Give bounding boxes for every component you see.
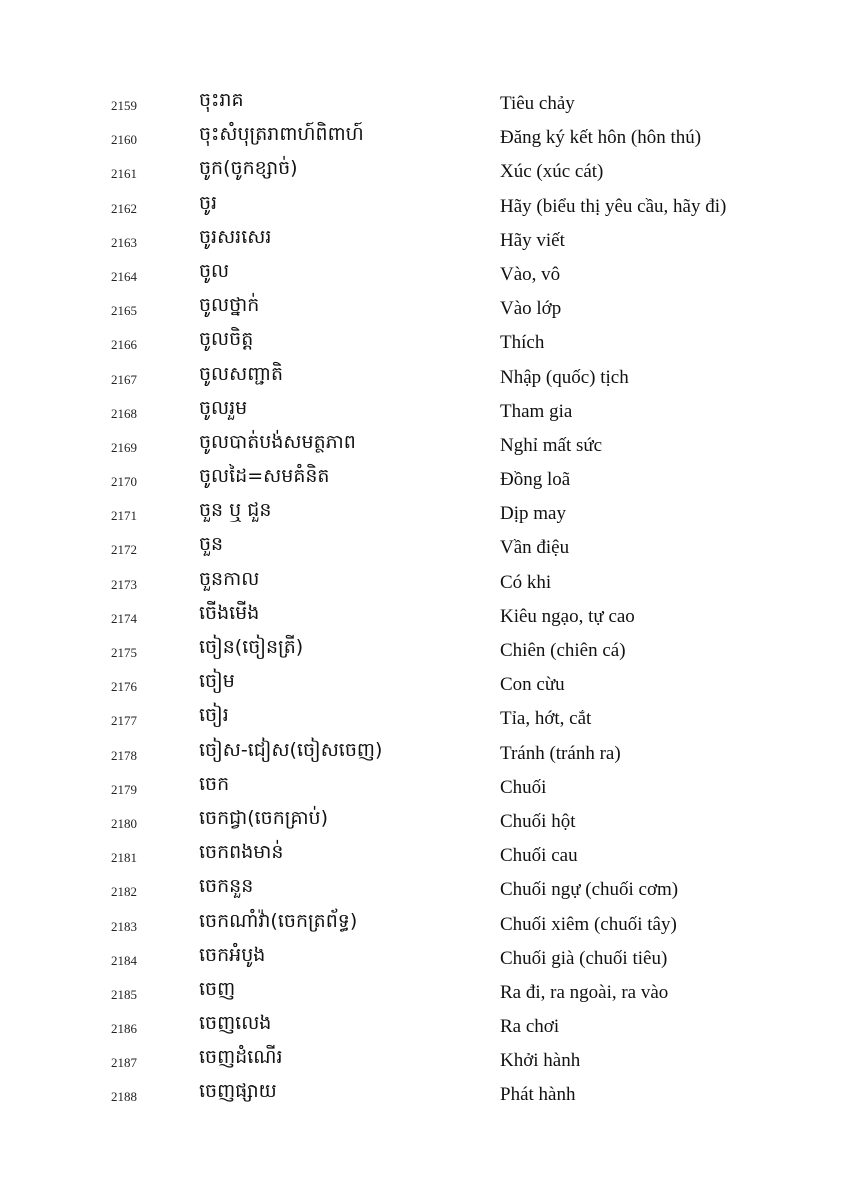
- vietnamese-translation: Vào lớp: [500, 298, 562, 320]
- dictionary-entry: [0, 736, 848, 770]
- entry-number: 2184: [111, 952, 137, 968]
- vietnamese-translation: Vào, vô: [500, 263, 561, 285]
- khmer-term: ចូលថ្នាក់: [199, 294, 260, 317]
- khmer-term: ចុះរាគ: [199, 89, 244, 111]
- vietnamese-translation: Kiêu ngạo, tự cao: [500, 605, 635, 627]
- entry-number: 2173: [111, 576, 137, 592]
- khmer-term: ចូលរួម: [199, 396, 248, 419]
- vietnamese-translation: Đồng loã: [500, 469, 571, 491]
- dictionary-entry: [0, 428, 848, 462]
- dictionary-entry: [0, 462, 848, 496]
- khmer-term: ចៀរ: [199, 704, 229, 727]
- vietnamese-translation: Nhập (quốc) tịch: [500, 366, 629, 388]
- entry-number: 2188: [111, 1089, 137, 1105]
- dictionary-entry: [0, 975, 848, 1009]
- khmer-term: ចេកនួន: [199, 875, 254, 898]
- dictionary-entry: [0, 120, 848, 154]
- dictionary-entry: [0, 599, 848, 633]
- khmer-term: ចួន: [199, 533, 224, 556]
- khmer-term: ចៀម: [199, 670, 235, 693]
- vietnamese-translation: Chuối già (chuối tiêu): [500, 947, 668, 969]
- dictionary-entry: [0, 770, 848, 804]
- entry-list: [0, 86, 848, 1112]
- dictionary-entry: [0, 360, 848, 394]
- dictionary-entry: [0, 1009, 848, 1043]
- entry-number: 2177: [111, 713, 137, 729]
- entry-number: 2159: [111, 98, 137, 113]
- entry-number: 2165: [111, 303, 137, 319]
- dictionary-entry: [0, 86, 848, 120]
- vietnamese-translation: Nghỉ mất sức: [500, 434, 603, 456]
- vietnamese-translation: Hãy (biểu thị yêu cầu, hãy đi): [500, 195, 727, 217]
- khmer-term: ចេកពងមាន់: [199, 841, 284, 864]
- dictionary-entry: [0, 223, 848, 257]
- khmer-term: ចេញដំណើរ: [199, 1046, 283, 1069]
- khmer-term: ចេក: [199, 772, 230, 795]
- dictionary-entry: [0, 565, 848, 599]
- entry-number: 2166: [111, 337, 137, 353]
- entry-number: 2180: [111, 815, 137, 831]
- dictionary-entry: [0, 530, 848, 564]
- vietnamese-translation: Phát hành: [500, 1084, 576, 1106]
- entry-number: 2187: [111, 1055, 137, 1071]
- khmer-term: ចេញលេង: [199, 1012, 272, 1035]
- entry-number: 2167: [111, 371, 137, 387]
- vietnamese-translation: Đăng ký kết hôn (hôn thú): [500, 127, 702, 149]
- dictionary-entry: [0, 701, 848, 735]
- khmer-term: ចេញ: [199, 977, 236, 1000]
- dictionary-entry: [0, 872, 848, 906]
- entry-number: 2182: [111, 884, 137, 900]
- vietnamese-translation: Chuối hột: [500, 810, 576, 832]
- khmer-term: ចូល: [199, 259, 230, 282]
- entry-number: 2160: [111, 132, 137, 148]
- vietnamese-translation: Tham gia: [500, 400, 573, 422]
- vietnamese-translation: Ra chơi: [500, 1016, 560, 1038]
- dictionary-entry: [0, 291, 848, 325]
- vietnamese-translation: Thích: [500, 332, 545, 354]
- khmer-term: ចុះសំបុត្ររាពាហ៍ពិពាហ៍: [199, 123, 364, 146]
- vietnamese-translation: Tránh (tránh ra): [500, 742, 621, 764]
- khmer-term: ចេកជ្វា(ចេកគ្រាប់): [199, 806, 329, 829]
- dictionary-entry: [0, 804, 848, 838]
- dictionary-entry: [0, 154, 848, 188]
- khmer-term: ចួន ឬ ជួន: [199, 499, 272, 522]
- vietnamese-translation: Chuối: [500, 776, 547, 798]
- vietnamese-translation: Dịp may: [500, 503, 566, 525]
- khmer-term: ចូលចិត្ត: [199, 328, 254, 351]
- dictionary-entry: [0, 325, 848, 359]
- entry-number: 2161: [111, 166, 137, 182]
- dictionary-entry: [0, 838, 848, 872]
- entry-number: 2175: [111, 645, 137, 660]
- khmer-term: ចូលបាត់បង់សមត្ថភាព: [199, 430, 356, 453]
- entry-number: 2181: [111, 850, 137, 866]
- vietnamese-translation: Ra đi, ra ngoài, ra vào: [500, 981, 669, 1003]
- entry-number: 2172: [111, 542, 137, 558]
- dictionary-entry: [0, 257, 848, 291]
- vietnamese-translation: Chuối cau: [500, 845, 578, 867]
- dictionary-entry: [0, 907, 848, 941]
- khmer-term: ចេញផ្សាយ: [199, 1080, 277, 1103]
- dictionary-entry: [0, 1077, 848, 1111]
- entry-number: 2186: [111, 1021, 137, 1037]
- khmer-term: ចៀស-ជៀស(ចៀសចេញ): [199, 738, 383, 761]
- khmer-term: ចូក(ចូកខ្សាច់): [199, 157, 298, 180]
- vietnamese-translation: Chiên (chiên cá): [500, 640, 626, 661]
- dictionary-entry: [0, 667, 848, 701]
- entry-number: 2171: [111, 508, 137, 524]
- entry-number: 2162: [111, 200, 137, 216]
- dictionary-entry: [0, 941, 848, 975]
- dictionary-entry: [0, 496, 848, 530]
- entry-number: 2164: [111, 268, 137, 284]
- khmer-term: ចើងមើង: [199, 601, 260, 624]
- entry-number: 2185: [111, 986, 137, 1002]
- khmer-term: ចូលដៃ=សមគំនិត: [199, 465, 330, 488]
- khmer-term: ចួនកាល: [199, 567, 260, 590]
- dictionary-entry: [0, 189, 848, 223]
- dictionary-entry: [0, 633, 848, 667]
- entry-number: 2163: [111, 234, 137, 250]
- entry-number: 2176: [111, 679, 137, 695]
- khmer-term: ចូលសញ្ជាតិ: [199, 362, 284, 385]
- vietnamese-translation: Con cừu: [500, 674, 565, 696]
- vietnamese-translation: Hãy viết: [500, 229, 565, 251]
- khmer-term: ចេកអំបូង: [199, 943, 266, 966]
- vietnamese-translation: Vần điệu: [500, 537, 570, 559]
- dictionary-entry: [0, 1043, 848, 1077]
- khmer-term: ចេកណាំវ៉ា(ចេកត្រព័ទ្ធ): [199, 909, 358, 932]
- entry-number: 2168: [111, 405, 137, 421]
- khmer-term: ចូរ: [199, 191, 218, 214]
- entry-number: 2183: [111, 918, 137, 934]
- vietnamese-translation: Chuối ngự (chuối cơm): [500, 879, 679, 901]
- vietnamese-translation: Tỉa, hớt, cắt: [500, 708, 592, 730]
- khmer-term: ចៀន(ចៀនត្រី): [199, 636, 304, 658]
- entry-number: 2179: [111, 781, 137, 797]
- khmer-term: ចូរសរសេរ: [199, 225, 272, 248]
- entry-number: 2178: [111, 747, 137, 763]
- vietnamese-translation: Có khi: [500, 571, 552, 593]
- vietnamese-translation: Khởi hành: [500, 1050, 581, 1072]
- vietnamese-translation: Xúc (xúc cát): [500, 161, 604, 183]
- entry-number: 2170: [111, 474, 137, 490]
- vietnamese-translation: Chuối xiêm (chuối tây): [500, 913, 677, 935]
- dictionary-entry: [0, 394, 848, 428]
- vietnamese-translation: Tiêu chảy: [500, 93, 575, 114]
- entry-number: 2169: [111, 439, 137, 455]
- entry-number: 2174: [111, 610, 137, 626]
